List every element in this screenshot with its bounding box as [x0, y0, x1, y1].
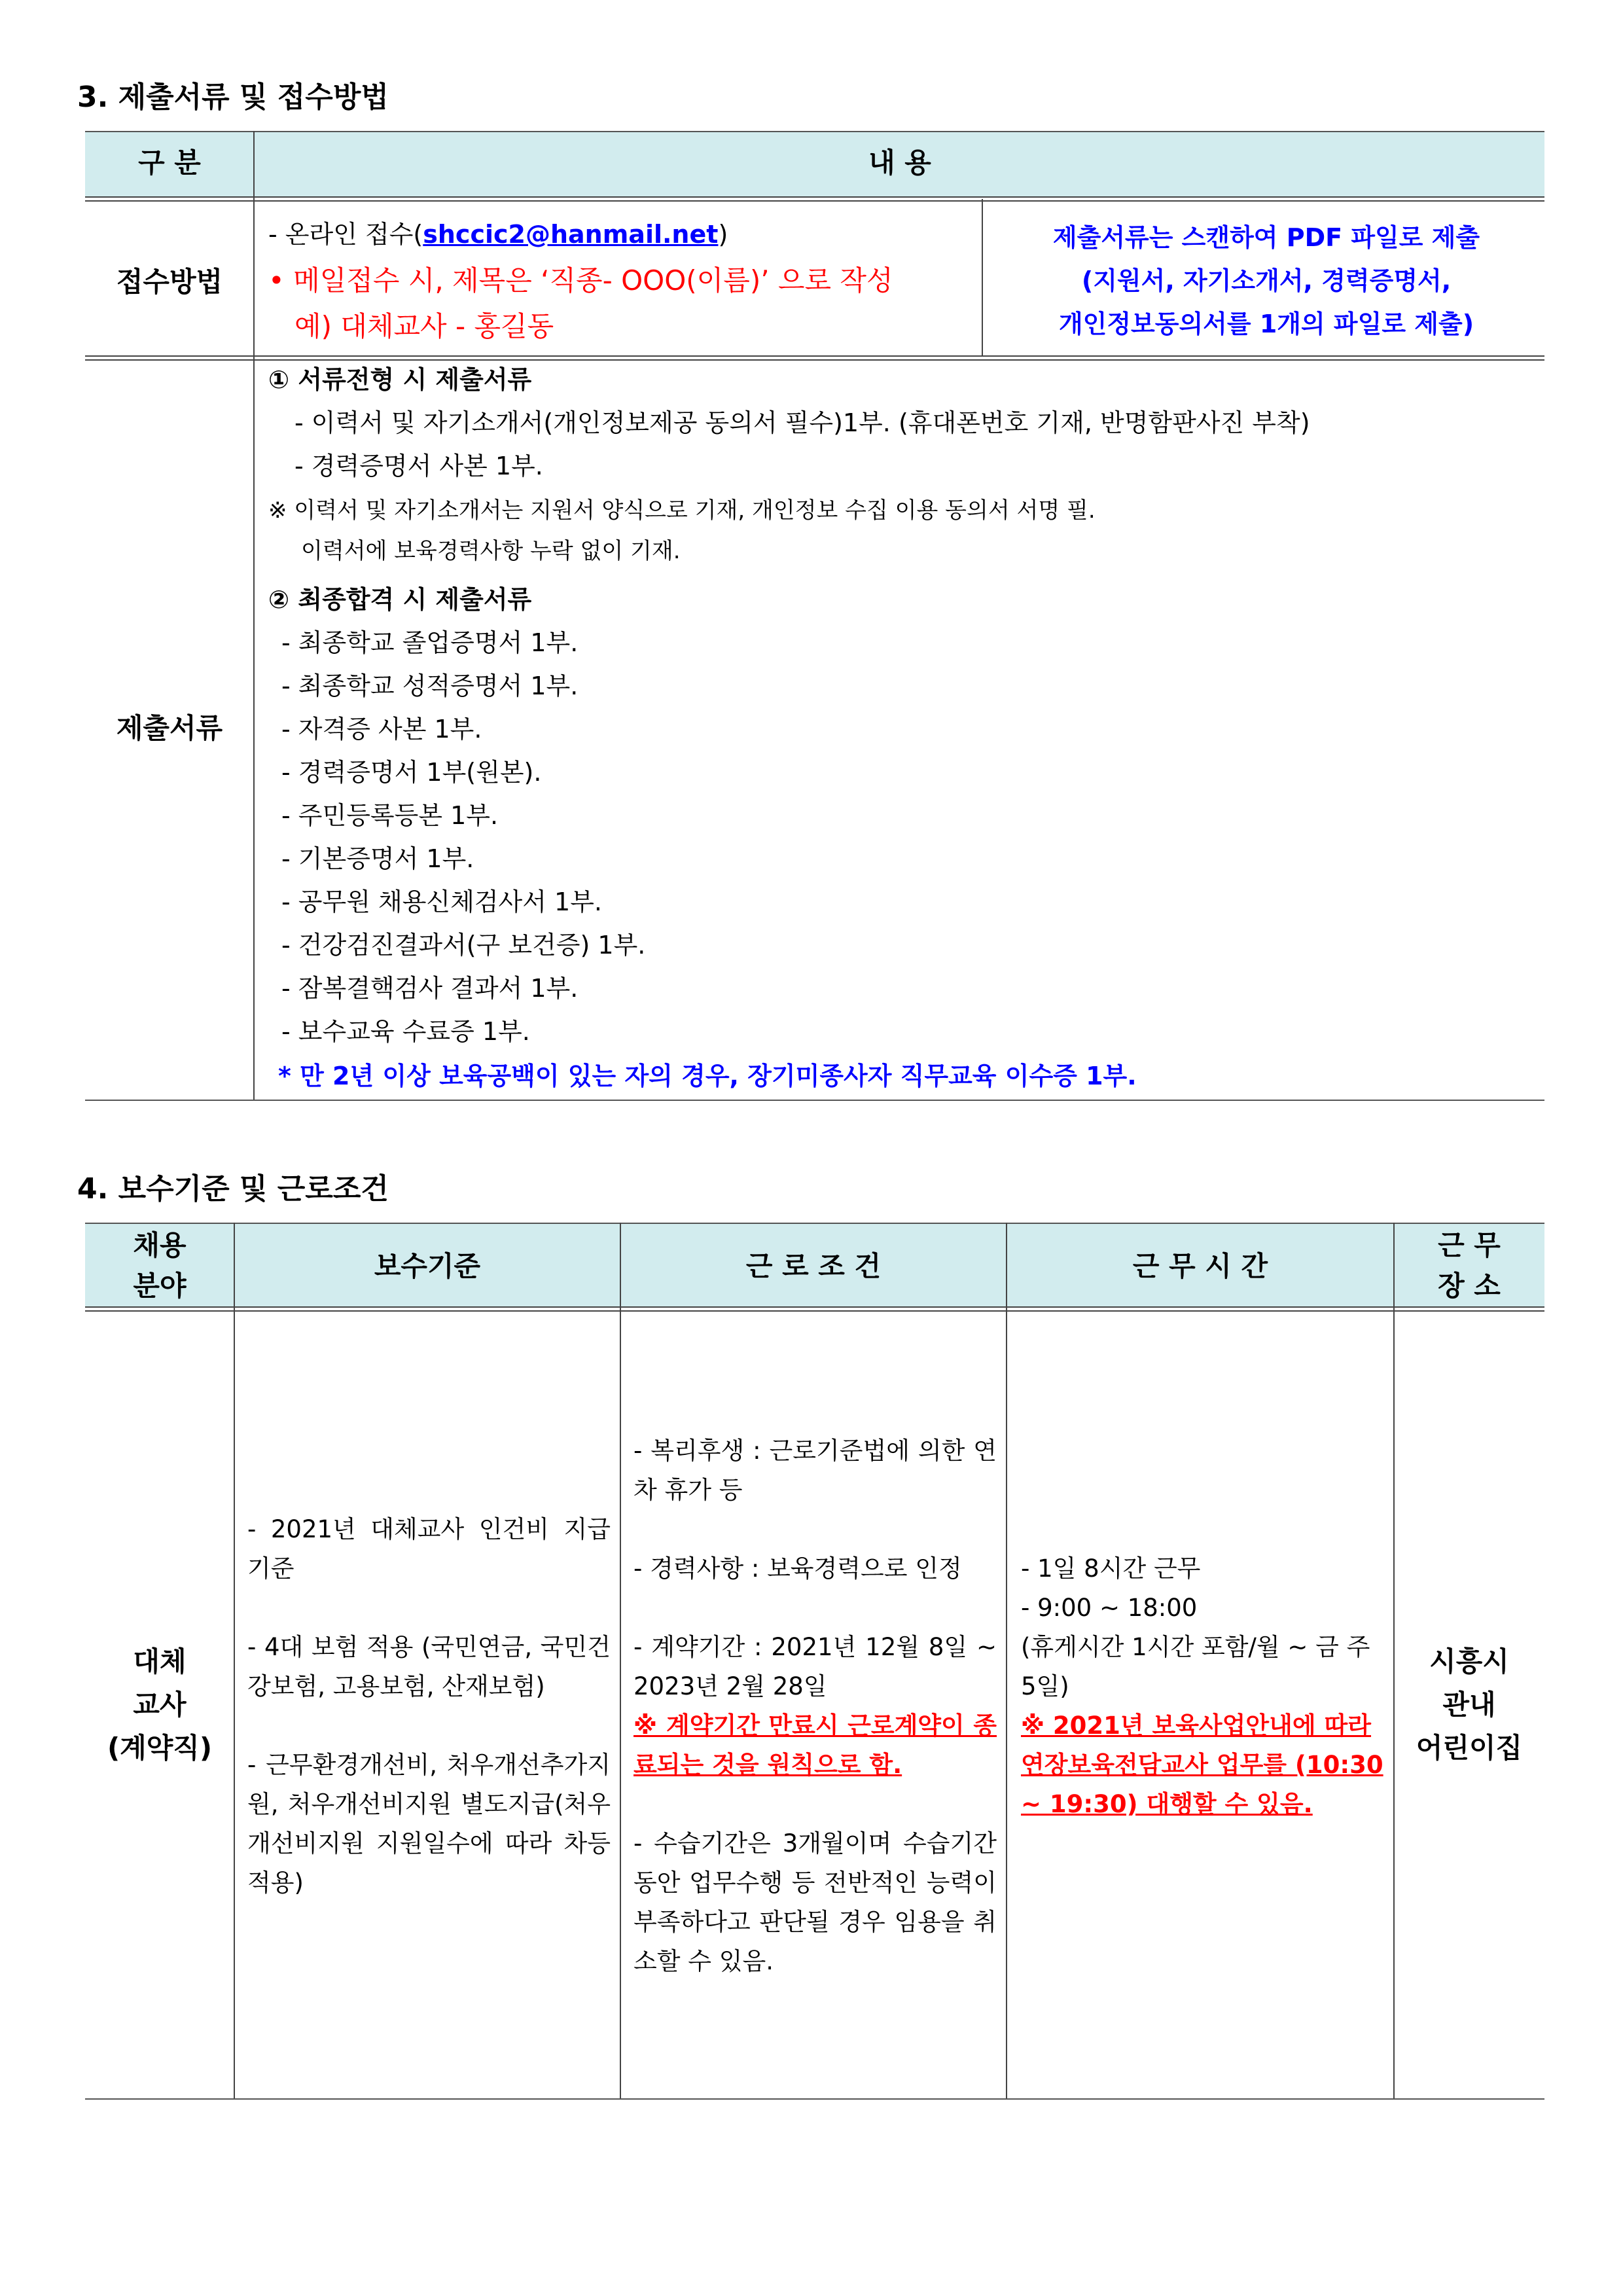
header-conditions: 근 로 조 건 [745, 1250, 882, 1282]
sub2-item: - 최종학교 성적증명서 1부. [281, 672, 579, 700]
row-label-submission-method: 접수방법 [116, 266, 223, 298]
working-conditions [633, 1431, 997, 1981]
note: 이력서에 보육경력사항 누락 없이 기재. [301, 538, 681, 564]
divider [620, 1223, 621, 2098]
divider [1006, 1223, 1007, 2098]
note: ※ 이력서 및 자기소개서는 지원서 양식으로 기재, 개인정보 수집 이용 동의서 서명 필. [268, 497, 1096, 524]
divider [982, 199, 983, 355]
special-note: * 만 2년 이상 보육공백이 있는 자의 경우, 장기미종사자 직무교육 이수증 1부. [278, 1062, 1137, 1090]
contract-warning: ※ 계약기간 만료시 근로계약이 종료되는 것을 원칙으로 함. [633, 1712, 997, 1779]
sub1-title: ① 서류전형 시 제출서류 [268, 365, 532, 394]
header-field: 채용 분야 [133, 1229, 187, 1302]
divider [85, 196, 1544, 202]
pdf-note-line1: 제출서류는 스캔하여 PDF 파일로 제출 [1052, 223, 1480, 252]
header-pay: 보수기준 [374, 1250, 481, 1282]
sub2-item: - 주민등록등본 1부. [281, 801, 499, 830]
sub2-item: - 경력증명서 1부(원본). [281, 758, 542, 787]
pdf-note-line2: (지원서, 자기소개서, 경력증명서, [1081, 266, 1452, 295]
mail-title-example: 예) 대체교사 - 홍길동 [294, 310, 554, 342]
sub2-item: - 자격증 사본 1부. [281, 715, 482, 744]
divider [253, 131, 255, 1100]
condition-item: - 계약기간 : 2021년 12월 8일 ~ 2023년 2월 28일 [633, 1633, 997, 1700]
sub2-title: ② 최종합격 시 제출서류 [268, 585, 532, 614]
sub2-item: - 잠복결핵검사 결과서 1부. [281, 974, 579, 1003]
bullet-icon: • [268, 264, 285, 296]
pay-item: - 2021년 대체교사 인건비 지급 기준 [247, 1515, 611, 1583]
divider [85, 1306, 1544, 1312]
email-link[interactable]: shccic2@hanmail.net [423, 220, 719, 249]
mail-title-rule: • 메일접수 시, 제목은 ‘직종- OOO(이름)’ 으로 작성 [268, 264, 893, 296]
header-content: 내 용 [868, 147, 931, 179]
hours-item: - 9:00 ~ 18:00 [1021, 1594, 1198, 1622]
hours-item: (휴게시간 1시간 포함/월 ~ 금 주5일) [1021, 1633, 1370, 1700]
divider [85, 1223, 1544, 1224]
sub2-item: - 최종학교 졸업증명서 1부. [281, 628, 579, 657]
pay-standards [247, 1510, 611, 1903]
divider [85, 131, 1544, 132]
header-division: 구 분 [138, 147, 201, 179]
sub1-item: - 이력서 및 자기소개서(개인정보제공 동의서 필수)1부. (휴대폰번호 기재, 반명함판사진 부착) [294, 408, 1310, 437]
sub2-item: - 보수교육 수료증 1부. [281, 1017, 530, 1046]
working-hours [1021, 1549, 1384, 1824]
sub2-item: - 공무원 채용신체검사서 1부. [281, 888, 602, 916]
divider [85, 1100, 1544, 1101]
condition-item: - 수습기간은 3개월이며 수습기간동안 업무수행 등 전반적인 능력이 부족하다고 판단될 경우 임용을 취소할 수 있음. [633, 1829, 997, 1975]
hours-item: - 1일 8시간 근무 [1021, 1554, 1201, 1583]
condition-item: - 경력사항 : 보육경력으로 인정 [633, 1554, 962, 1583]
field-value: 대체 교사 (계약직) [107, 1645, 213, 1764]
header-place: 근 무 장 소 [1438, 1229, 1501, 1302]
condition-item: - 복리후생 : 근로기준법에 의한 연차 휴가 등 [633, 1437, 997, 1504]
sub2-item: - 건강검진결과서(구 보건증) 1부. [281, 931, 646, 960]
pay-item: - 4대 보험 적용 (국민연금, 국민건강보험, 고용보험, 산재보험) [247, 1633, 611, 1700]
divider [85, 2098, 1544, 2100]
divider [1393, 1223, 1395, 2098]
divider [234, 1223, 235, 2098]
section3-title: 3. 제출서류 및 접수방법 [77, 81, 389, 114]
work-place: 시흥시 관내 어린이집 [1416, 1645, 1523, 1764]
section4-title: 4. 보수기준 및 근로조건 [77, 1172, 389, 1206]
pay-item: - 근무환경개선비, 처우개선추가지원, 처우개선비지원 별도지급(처우개선비지원 지원일수에 따라 차등적용) [247, 1751, 611, 1897]
sub1-item: - 경력증명서 사본 1부. [294, 452, 543, 480]
header-hours: 근 무 시 간 [1132, 1250, 1268, 1282]
row-label-documents: 제출서류 [116, 712, 223, 744]
hours-warning: ※ 2021년 보육사업안내에 따라 연장보육전담교사 업무를 (10:30 ~ 19:30) 대행할 수 있음. [1021, 1712, 1383, 1818]
sub2-item: - 기본증명서 1부. [281, 844, 474, 873]
online-submission: - 온라인 접수(shccic2@hanmail.net) [268, 220, 728, 249]
pdf-note-line3: 개인정보동의서를 1개의 파일로 제출) [1058, 310, 1474, 338]
